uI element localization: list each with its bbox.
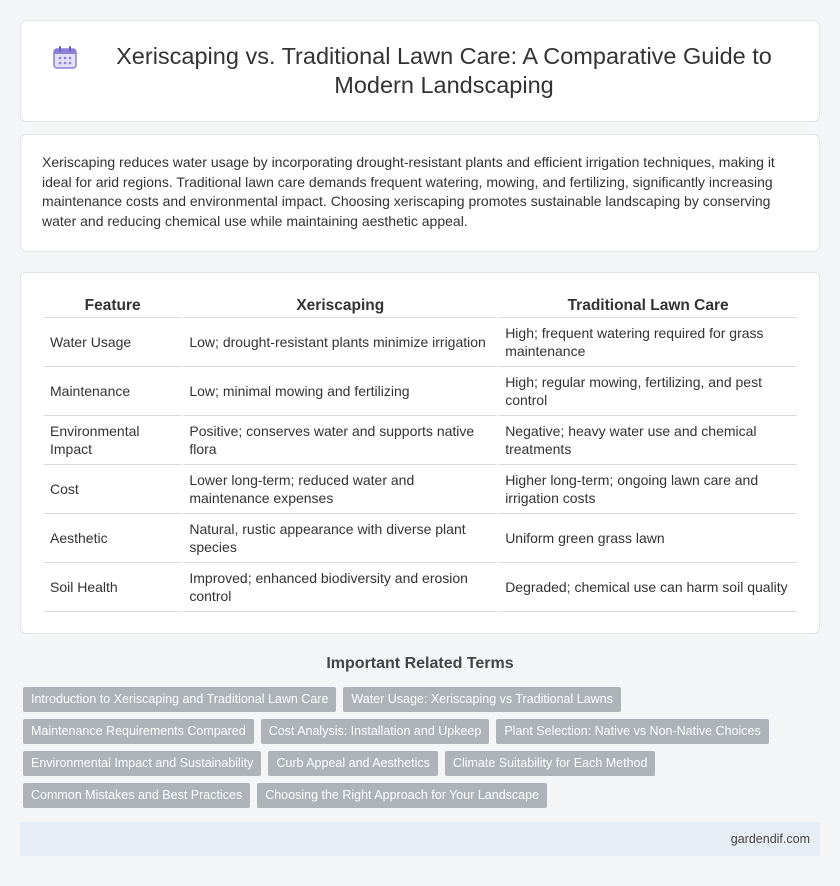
table-cell: Lower long-term; reduced water and maintenance expenses (183, 465, 497, 514)
comparison-card (20, 272, 820, 634)
header-xeriscaping: Xeriscaping (183, 293, 497, 318)
related-term-tag[interactable]: Water Usage: Xeriscaping vs Traditional Lawns (343, 687, 620, 712)
table-cell: Improved; enhanced biodiversity and erosion control (183, 563, 497, 612)
page-title: Xeriscaping vs. Traditional Lawn Care: A Comparative Guide to Modern Landscaping (116, 43, 772, 98)
header-traditional: Traditional Lawn Care (499, 293, 797, 318)
table-cell: Cost (44, 465, 181, 514)
table-cell: Low; minimal mowing and fertilizing (183, 367, 497, 416)
header-feature: Feature (44, 293, 181, 318)
table-row (44, 563, 797, 612)
table-row (44, 465, 797, 514)
related-term-tag[interactable]: Cost Analysis: Installation and Upkeep (261, 719, 490, 744)
table-row (44, 367, 797, 416)
table-cell: Natural, rustic appearance with diverse plant species (183, 514, 497, 563)
intro-paragraph: Xeriscaping reduces water usage by incorporating drought-resistant plants and efficient irrigation techniques, making it ideal for arid regions. Traditional lawn care demands frequent watering, mowing, and fertilizing, significantly increasing maintenance costs and environmental impact. Choosing xeriscaping promotes sustainable landscaping by conserving water and reducing chemical use while maintaining aesthetic appeal. (42, 154, 775, 229)
table-row (44, 318, 797, 367)
table-cell: Degraded; chemical use can harm soil quality (499, 563, 797, 612)
table-cell: Water Usage (44, 318, 181, 367)
table-header-row (44, 293, 797, 318)
header-card (20, 20, 820, 122)
related-term-tag[interactable]: Introduction to Xeriscaping and Traditional Lawn Care (23, 687, 336, 712)
table-cell: Uniform green grass lawn (499, 514, 797, 563)
table-cell: Maintenance (44, 367, 181, 416)
table-cell: Aesthetic (44, 514, 181, 563)
table-cell: Positive; conserves water and supports native flora (183, 416, 497, 465)
calendar-icon (51, 43, 79, 71)
related-terms-list (23, 687, 823, 815)
related-term-tag[interactable]: Climate Suitability for Each Method (445, 751, 656, 776)
related-term-tag[interactable]: Curb Appeal and Aesthetics (268, 751, 438, 776)
table-row (44, 416, 797, 465)
table-cell: High; regular mowing, fertilizing, and pest control (499, 367, 797, 416)
table-cell: Low; drought-resistant plants minimize irrigation (183, 318, 497, 367)
comparison-table (42, 293, 799, 612)
table-cell: Higher long-term; ongoing lawn care and irrigation costs (499, 465, 797, 514)
footer (20, 822, 820, 856)
related-term-tag[interactable]: Choosing the Right Approach for Your Landscape (257, 783, 547, 808)
table-cell: High; frequent watering required for grass maintenance (499, 318, 797, 367)
table-cell: Soil Health (44, 563, 181, 612)
table-cell: Negative; heavy water use and chemical treatments (499, 416, 797, 465)
related-terms-title: Important Related Terms (326, 655, 514, 672)
related-term-tag[interactable]: Environmental Impact and Sustainability (23, 751, 261, 776)
related-term-tag[interactable]: Maintenance Requirements Compared (23, 719, 254, 744)
intro-card (20, 134, 820, 252)
footer-site-link[interactable]: gardendif.com (730, 832, 810, 846)
related-term-tag[interactable]: Common Mistakes and Best Practices (23, 783, 250, 808)
table-row (44, 514, 797, 563)
related-term-tag[interactable]: Plant Selection: Native vs Non-Native Choices (496, 719, 768, 744)
table-cell: Environmental Impact (44, 416, 181, 465)
